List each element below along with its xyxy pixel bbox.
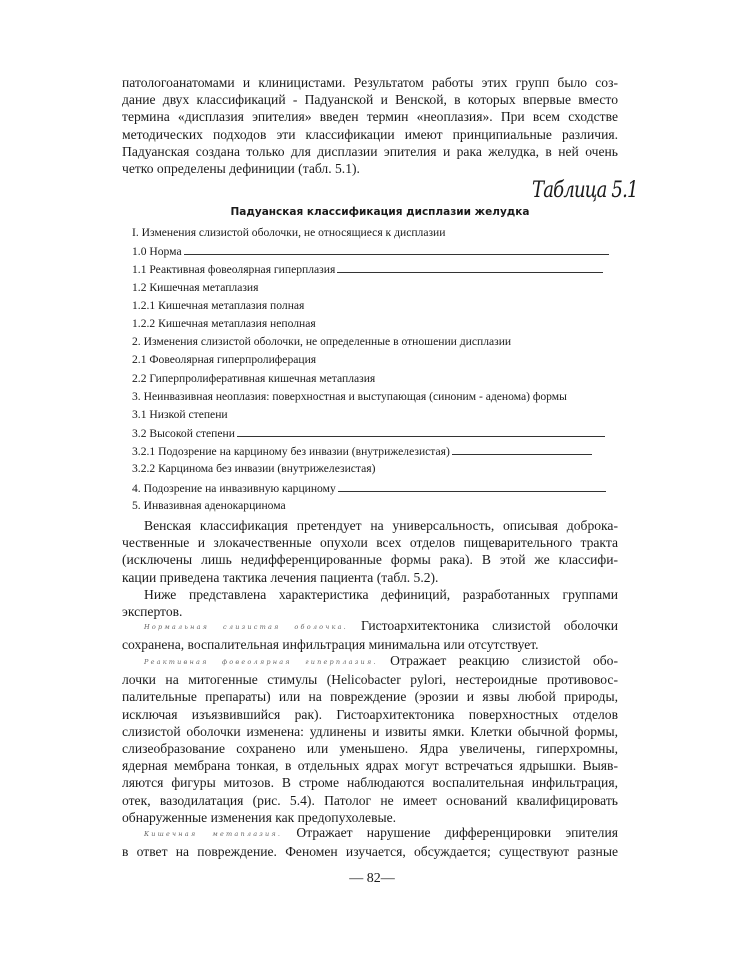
underline-rule [184,242,609,255]
text-line: Ниже представлена характеристика дефиниций, разработанных группами [144,587,618,602]
text-line: сохранена, воспалительная инфильтрация минимальна или отсутствует. [122,637,539,653]
table-row: 2. Изменения слизистой оболочки, не определенные в отношении дисплазии [132,335,512,349]
definition-lead: Нормальная слизистая оболочка. [144,623,348,631]
table-row: 3.2 Высокой степени [132,424,632,442]
vienna-paragraph [122,517,618,586]
text-line: дание двух классификаций - Падуанской и Венской, в которых впервые вместо [122,92,618,108]
table-row: 1.2.2 Кишечная метаплазия неполная [132,316,316,330]
text-line: Венская классификация претендует на универсальность, описывая доброка- [144,518,618,533]
text-line: патологоанатомами и клиницистами. Результатом работы этих групп было соз- [122,75,618,90]
intro-paragraph [122,74,618,177]
table-row: 1.2.1 Кишечная метаплазия полная [132,298,305,312]
text-line: (исключены лишь недифференцированные формы рака). В этой же классифи- [122,552,618,568]
table-row: 4. Подозрение на инвазивную карциному [132,479,632,497]
table-row: 2.1 Фовеолярная гиперпролиферация [132,353,317,367]
definitions-intro [122,586,618,620]
text-line: обнаруженные изменения как предопухолевые. [122,809,397,825]
text-line: Падуанская создана только для дисплазии эпителия и рака желудка, в ней очень [122,143,618,159]
text-line: четко определены дефиниции (табл. 5.1). [122,161,360,177]
underline-rule [237,424,605,437]
text-line: исключая изъязвившийся рак). Гистоархитектоника поверхностных отделов [122,706,618,722]
table-row: 3.1 Низкой степени [132,407,228,421]
text-line: палительные препараты) или на повреждение (эрозии и язвы любой природы, [122,689,618,705]
text-line: слизеобразование сохранено или уменьшено. Ядра увеличены, гиперхромны, [122,741,618,757]
text-line: чественные и злокачественные опухоли всех отделов пищеварительного тракта [122,535,618,551]
text-line: Нормальная слизистая оболочка. Гистоархитектоника слизистой оболочки [144,618,618,633]
definition-lead: Кишечная метаплазия. [144,830,283,838]
text-line: методических подходов эти классификации имеют принципиальные различия. [122,126,618,142]
text-line: Реактивная фовеолярная гиперплазия. Отражает реакцию слизистой обо- [144,653,618,668]
table-row: 2.2 Гиперпролиферативная кишечная метаплазия [132,371,376,385]
text-line: ляются фигуры митозов. В строме наблюдаются воспалительная инфильтрация, [122,775,618,791]
text-line: термина «дисплазия эпителия» введен термин «неоплазия». При всем сходстве [122,109,618,125]
definition-reactive-hyperplasia [122,652,618,826]
table-title: Падуанская классификация дисплазии желудка [230,206,530,218]
text-line: ядерная мембрана тонкая, в отдельных ядрах могут встречаться ядрышки. Выяв- [122,758,618,774]
text-line: лочки на митогенные стимулы (Helicobacter pylori, нестероидные противовос- [122,672,618,688]
underline-rule [452,442,592,455]
table-label: Таблица 5.1 [532,178,638,203]
underline-rule [338,479,606,492]
table-row: 5. Инвазивная аденокарцинома [132,498,286,512]
text-line: слизистой оболочки изменена: удлинены и извиты ямки. Клетки обычной формы, [122,723,618,739]
table-row: I. Изменения слизистой оболочки, не относящиеся к дисплазии [132,226,446,239]
table-row: 3.2.2 Карцинома без инвазии (внутрижелезистая) [132,462,376,476]
table-row: 1.0 Норма [132,242,632,260]
page-number: — 82— [349,871,395,886]
table-row: 3.2.1 Подозрение на карциному без инвазии (внутрижелезистая) [132,442,632,460]
text-line: Кишечная метаплазия. Отражает нарушение дифференцировки эпителия [144,825,618,840]
definition-normal-mucosa [122,617,618,653]
text-line: отек, вазодилатация (рис. 5.4). Патолог не имеет оснований квалифицировать [122,792,618,808]
text-line: кации приведена тактика лечения пациента (табл. 5.2). [122,569,439,585]
text-line: экспертов. [122,604,183,620]
definition-lead: Реактивная фовеолярная гиперплазия. [144,658,378,666]
table-row: 1.1 Реактивная фовеолярная гиперплазия [132,260,632,278]
definition-intestinal-metaplasia [122,824,618,860]
table-row: 3. Неинвазивная неоплазия: поверхностная и выступающая (синоним - аденома) формы [132,389,567,403]
underline-rule [337,260,603,273]
text-line: в ответ на повреждение. Феномен изучается, обсуждается; существуют разные [122,844,618,860]
table-row: 1.2 Кишечная метаплазия [132,280,259,294]
classification-table [132,224,632,515]
